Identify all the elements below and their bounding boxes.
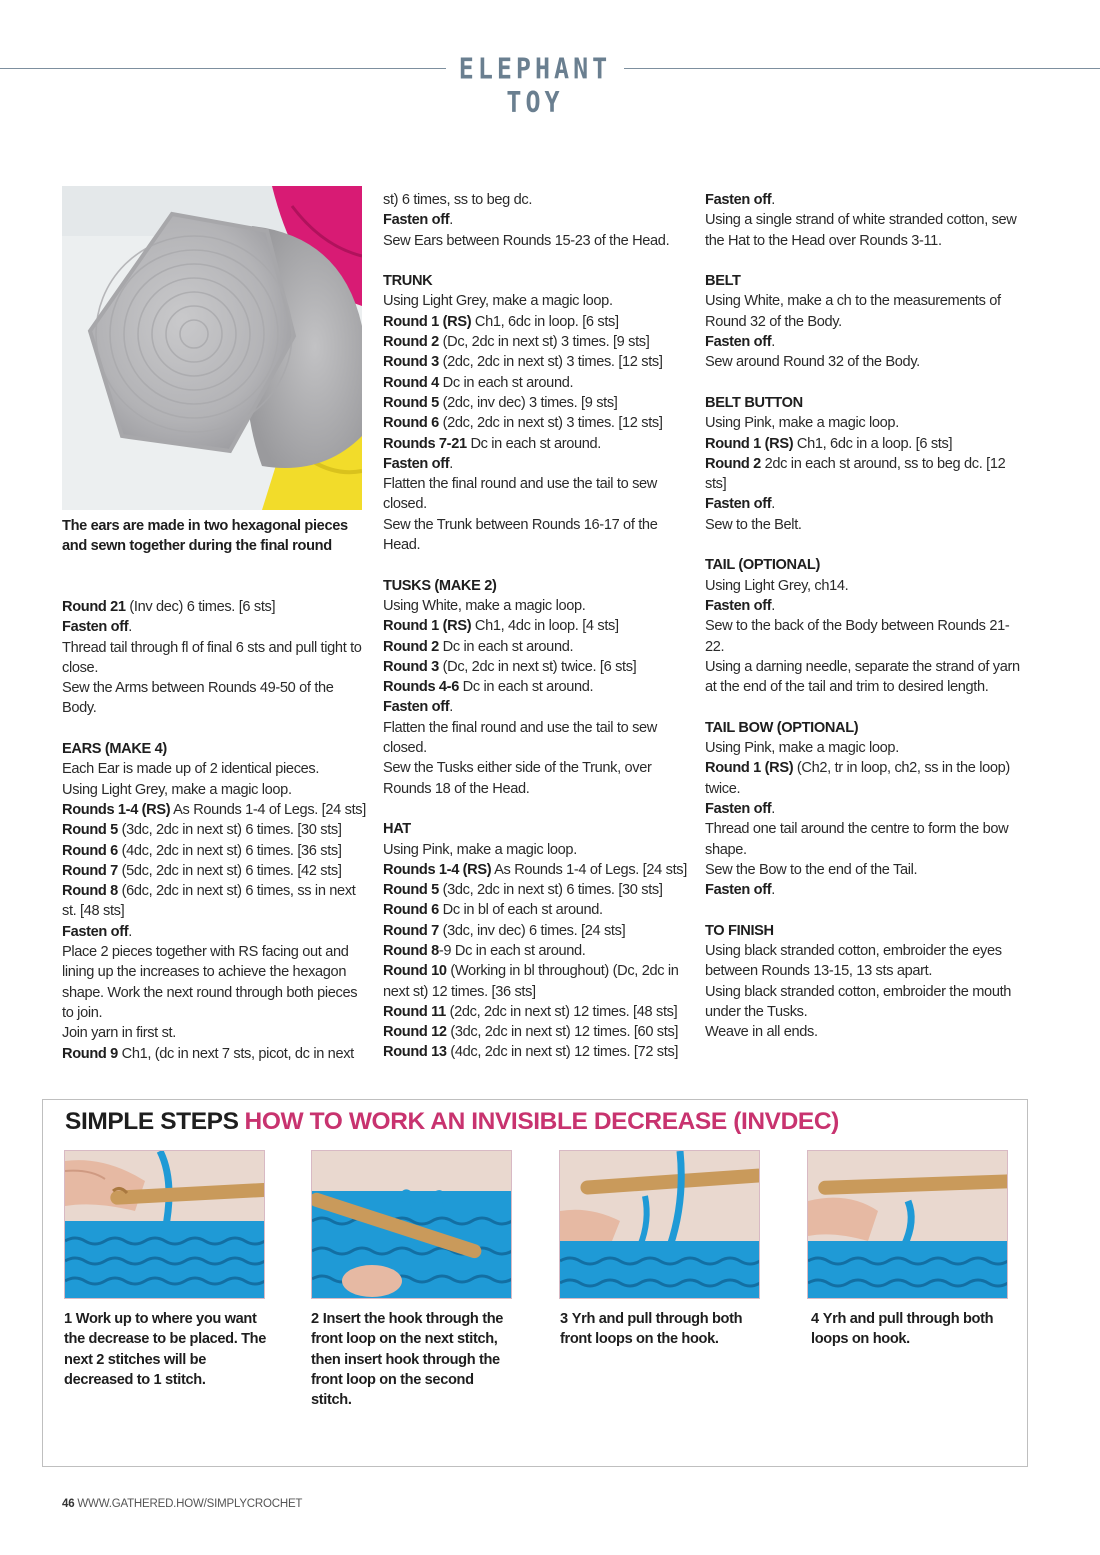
round-label: Round 5 xyxy=(62,822,118,839)
pattern-line xyxy=(383,637,688,657)
round-label: Round 4 xyxy=(383,374,439,391)
pattern-line xyxy=(705,758,1025,799)
instruction-text: Using black stranded cotton, embroider the mouth under the Tusks. xyxy=(705,983,1012,1020)
instruction-text: Sew to the Belt. xyxy=(705,516,802,533)
pattern-line xyxy=(705,616,1025,657)
paragraph-gap xyxy=(383,555,688,575)
pattern-line xyxy=(383,840,688,860)
round-label: Fasten off xyxy=(383,455,450,472)
round-label: Round 8 xyxy=(62,883,118,900)
pattern-line xyxy=(383,210,688,230)
column-1 xyxy=(62,597,367,1064)
pattern-line xyxy=(62,617,367,637)
footer-url[interactable]: WWW.GATHERED.HOW/SIMPLYCROCHET xyxy=(77,1498,303,1510)
pattern-line xyxy=(62,861,367,881)
instruction-text: Flatten the final round and use the tail to sew closed. xyxy=(383,719,657,757)
round-label: Round 21 xyxy=(62,599,126,615)
instruction-text: Sew to the back of the Body between Rounds 21-22. xyxy=(705,618,1010,655)
pattern-line xyxy=(705,332,1025,352)
column-2 xyxy=(383,190,688,1063)
pattern-line xyxy=(705,860,1025,880)
pattern-line xyxy=(62,597,367,617)
round-label: Round 6 xyxy=(383,415,439,432)
instruction-text: As Rounds 1-4 of Legs. [24 sts] xyxy=(491,861,687,878)
round-label: Fasten off xyxy=(705,882,772,899)
pattern-line xyxy=(383,231,688,251)
instruction-text: (3dc, inv dec) 6 times. [24 sts] xyxy=(438,922,626,939)
round-label: Round 10 xyxy=(383,963,447,980)
instruction-text: Using Pink, make a magic loop. xyxy=(705,740,899,757)
section-heading: TUSKS (MAKE 2) xyxy=(383,577,497,594)
paragraph-gap xyxy=(705,535,1025,555)
photo-caption: The ears are made in two hexagonal pieces and sewn together during the final round xyxy=(62,518,348,555)
instruction-text: (Ch2, tr in loop, ch2, ss in the loop) twice. xyxy=(705,760,1010,797)
instruction-text: . xyxy=(771,800,775,817)
page-footer xyxy=(62,1498,302,1510)
round-label: Fasten off xyxy=(705,496,772,513)
section-heading: TO FINISH xyxy=(705,922,774,939)
column-3 xyxy=(705,190,1025,1042)
instruction-text: (6dc, 2dc in next st) 6 times, ss in next st. [48 sts] xyxy=(62,883,356,920)
instruction-text: (2dc, 2dc in next st) 12 times. [48 sts] xyxy=(445,1003,678,1020)
round-label: Fasten off xyxy=(62,923,129,940)
instruction-text: (3dc, 2dc in next st) 6 times. [30 sts] xyxy=(438,882,663,899)
instruction-text: Ch1, 6dc in loop. [6 sts] xyxy=(471,313,619,330)
pattern-line xyxy=(705,799,1025,819)
instruction-text: Sew the Bow to the end of the Tail. xyxy=(705,861,918,878)
instruction-text: Sew the Arms between Rounds 49-50 of the Body. xyxy=(62,680,334,717)
pattern-line xyxy=(705,434,1025,454)
pattern-line xyxy=(62,820,367,840)
round-label: Round 2 xyxy=(383,334,439,351)
pattern-line xyxy=(705,738,1025,758)
pattern-line xyxy=(62,678,367,719)
pattern-line xyxy=(383,758,688,799)
pattern-line xyxy=(705,454,1025,495)
section-heading: TAIL (OPTIONAL) xyxy=(705,557,820,574)
pattern-line xyxy=(705,657,1025,698)
round-label: Round 5 xyxy=(383,394,439,411)
paragraph-gap xyxy=(705,900,1025,920)
instruction-text: 2dc in each st around, ss to beg dc. [12 sts] xyxy=(705,455,1006,493)
pattern-line xyxy=(383,961,688,1002)
pattern-line xyxy=(705,982,1025,1023)
header-rule-right xyxy=(624,68,1100,69)
step-1-photo xyxy=(64,1150,265,1299)
pattern-line xyxy=(705,210,1025,251)
instruction-text: (4dc, 2dc in next st) 6 times. [36 sts] xyxy=(117,842,342,859)
header-rule-left xyxy=(0,68,446,69)
instruction-text: . xyxy=(449,212,453,229)
round-label: Fasten off xyxy=(705,334,772,351)
instruction-text: Flatten the final round and use the tail to sew closed. xyxy=(383,476,657,513)
round-label: Fasten off xyxy=(705,192,772,208)
instruction-text: . xyxy=(771,334,775,351)
simple-steps-kicker: SIMPLE STEPS xyxy=(65,1108,239,1135)
instruction-text: Dc in each st around. xyxy=(458,679,594,696)
round-label: Fasten off xyxy=(383,212,450,229)
step-2-photo xyxy=(311,1150,512,1299)
instruction-text: Using White, make a ch to the measurements of Round 32 of the Body. xyxy=(705,293,1001,330)
pattern-line xyxy=(383,657,688,677)
pattern-line xyxy=(383,1042,688,1062)
pattern-line xyxy=(383,312,688,332)
paragraph-gap xyxy=(62,719,367,739)
instruction-text: (Dc, 2dc in next st) 3 times. [9 sts] xyxy=(438,334,650,351)
pattern-line xyxy=(705,291,1025,332)
instruction-text: Ch1, (dc in next 7 sts, picot, dc in next xyxy=(117,1045,354,1062)
step-3-text xyxy=(560,1309,765,1350)
paragraph-gap xyxy=(705,251,1025,271)
round-label: Fasten off xyxy=(62,619,129,636)
instruction-text: Sew around Round 32 of the Body. xyxy=(705,354,920,371)
pattern-line xyxy=(705,352,1025,372)
instruction-text: Sew the Trunk between Rounds 16-17 of the Head. xyxy=(383,516,658,554)
round-label: Round 1 (RS) xyxy=(705,435,794,452)
pattern-line xyxy=(62,800,367,820)
instruction-text: Each Ear is made up of 2 identical pieces. xyxy=(62,761,320,778)
section-heading: EARS (MAKE 4) xyxy=(62,741,167,758)
instruction-text: . xyxy=(449,699,453,716)
pattern-line xyxy=(383,921,688,941)
round-label: Round 2 xyxy=(383,638,439,655)
pattern-line xyxy=(62,881,367,922)
pattern-line xyxy=(62,759,367,779)
paragraph-gap xyxy=(383,251,688,271)
instruction-text: . xyxy=(771,496,775,513)
pattern-line xyxy=(62,1044,367,1064)
instruction-text: Sew the Tusks either side of the Trunk, over Rounds 18 of the Head. xyxy=(383,760,652,797)
pattern-line xyxy=(383,291,688,311)
pattern-line xyxy=(383,1002,688,1022)
instruction-text: Using Pink, make a magic loop. xyxy=(383,841,577,858)
pattern-line xyxy=(383,474,688,515)
instruction-text: Weave in all ends. xyxy=(705,1024,818,1041)
pattern-line xyxy=(383,718,688,759)
pattern-line xyxy=(62,922,367,942)
step-4-text xyxy=(811,1309,1016,1350)
instruction-text: (Inv dec) 6 times. [6 sts] xyxy=(125,599,276,615)
section-heading: TRUNK xyxy=(383,273,433,290)
pattern-line xyxy=(705,819,1025,860)
step-3-number: 3 xyxy=(560,1311,568,1327)
elephant-ear-photo xyxy=(62,186,362,510)
instruction-text: Using a single strand of white stranded cotton, sew the Hat to the Head over Rounds 3-11. xyxy=(705,212,1017,249)
instruction-text: Dc in each st around. xyxy=(438,374,574,391)
pattern-line xyxy=(705,941,1025,982)
pattern-line xyxy=(383,332,688,352)
pattern-line xyxy=(383,1022,688,1042)
round-label: Round 3 xyxy=(383,354,439,371)
pattern-line xyxy=(383,373,688,393)
pattern-line xyxy=(705,190,1025,210)
round-label: Round 11 xyxy=(383,1003,446,1020)
instruction-text: . xyxy=(771,882,775,899)
step-1-text xyxy=(64,1309,269,1390)
pattern-line xyxy=(383,880,688,900)
instruction-text: Using a darning needle, separate the strand of yarn at the end of the tail and trim to desired length. xyxy=(705,658,1020,696)
pattern-line xyxy=(62,1023,367,1043)
instruction-text: -9 Dc in each st around. xyxy=(438,942,586,959)
instruction-text: Dc in each st around. xyxy=(438,638,574,655)
instruction-text: Dc in each st around. xyxy=(466,435,601,452)
pattern-line xyxy=(705,494,1025,514)
instruction-text: Using White, make a magic loop. xyxy=(383,597,586,614)
round-label: Round 2 xyxy=(705,455,761,472)
instruction-text: Using Light Grey, make a magic loop. xyxy=(383,293,613,310)
instruction-text: . xyxy=(128,923,132,940)
step-3-photo xyxy=(559,1150,760,1299)
round-label: Rounds 4-6 xyxy=(383,679,459,696)
pattern-line xyxy=(705,515,1025,535)
round-label: Round 1 (RS) xyxy=(383,313,472,330)
round-label: Rounds 1-4 (RS) xyxy=(383,861,492,878)
paragraph-gap xyxy=(705,697,1025,717)
pattern-line xyxy=(383,900,688,920)
step-1-number: 1 xyxy=(64,1311,72,1327)
pattern-line xyxy=(383,616,688,636)
instruction-text: Dc in bl of each st around. xyxy=(438,902,603,919)
pattern-line xyxy=(383,352,688,372)
instruction-text: (5dc, 2dc in next st) 6 times. [42 sts] xyxy=(117,862,342,879)
pattern-line xyxy=(383,190,688,210)
pattern-line xyxy=(705,596,1025,616)
instruction-text: st) 6 times, ss to beg dc. xyxy=(383,192,533,208)
pattern-line xyxy=(62,780,367,800)
paragraph-gap xyxy=(383,799,688,819)
step-2-number: 2 xyxy=(311,1311,319,1327)
pattern-line xyxy=(383,393,688,413)
section-heading: BELT BUTTON xyxy=(705,394,803,411)
simple-steps-headline: HOW TO WORK AN INVISIBLE DECREASE (INVDEC) xyxy=(244,1108,839,1135)
section-heading: BELT xyxy=(705,273,741,290)
pattern-line xyxy=(383,941,688,961)
round-label: Round 13 xyxy=(383,1044,447,1061)
step-2-text xyxy=(311,1309,516,1410)
pattern-line xyxy=(705,413,1025,433)
round-label: Fasten off xyxy=(705,800,772,817)
pattern-line xyxy=(383,454,688,474)
pattern-line xyxy=(383,596,688,616)
paragraph-gap xyxy=(705,373,1025,393)
round-label: Round 6 xyxy=(383,902,439,919)
round-label: Rounds 7-21 xyxy=(383,435,467,452)
pattern-line xyxy=(383,413,688,433)
pattern-line xyxy=(383,860,688,880)
instruction-text: Thread one tail around the centre to form the bow shape. xyxy=(705,821,1009,858)
round-label: Round 7 xyxy=(383,922,439,939)
instruction-text: Using Light Grey, make a magic loop. xyxy=(62,781,292,798)
instruction-text: Ch1, 6dc in a loop. [6 sts] xyxy=(793,435,953,452)
round-label: Fasten off xyxy=(705,597,772,614)
step-4-number: 4 xyxy=(811,1311,819,1327)
instruction-text: (3dc, 2dc in next st) 6 times. [30 sts] xyxy=(117,822,342,839)
pattern-line xyxy=(62,638,367,679)
section-heading: HAT xyxy=(383,821,411,838)
page-title: ELEPHANT TOY xyxy=(458,52,612,119)
pattern-line xyxy=(62,841,367,861)
instruction-text: As Rounds 1-4 of Legs. [24 sts] xyxy=(170,801,366,818)
page-number: 46 xyxy=(62,1498,75,1510)
pattern-line xyxy=(383,515,688,556)
round-label: Round 3 xyxy=(383,658,439,675)
step-1-description: Work up to where you want the decrease to be placed. The next 2 stitches will be decreased to 1 stitch. xyxy=(64,1311,266,1388)
pattern-line xyxy=(705,576,1025,596)
instruction-text: (2dc, 2dc in next st) 3 times. [12 sts] xyxy=(438,354,663,371)
instruction-text: Join yarn in first st. xyxy=(62,1025,176,1042)
simple-steps-title xyxy=(65,1108,839,1136)
pattern-line xyxy=(383,434,688,454)
instruction-text: (3dc, 2dc in next st) 12 times. [60 sts] xyxy=(446,1024,679,1041)
round-label: Rounds 1-4 (RS) xyxy=(62,801,171,818)
round-label: Round 1 (RS) xyxy=(705,760,794,777)
instruction-text: Using black stranded cotton, embroider the eyes between Rounds 13-15, 13 sts apart. xyxy=(705,942,1002,980)
pattern-line xyxy=(62,942,367,1023)
step-4-description: Yrh and pull through both loops on hook. xyxy=(811,1311,994,1348)
instruction-text: (Dc, 2dc in next st) twice. [6 sts] xyxy=(438,658,637,675)
round-label: Fasten off xyxy=(383,699,450,716)
pattern-line xyxy=(383,697,688,717)
instruction-text: . xyxy=(771,192,775,208)
step-2-description: Insert the hook through the front loop on the next stitch, then insert hook through the front loop on the second stitch. xyxy=(311,1311,504,1409)
instruction-text: (2dc, 2dc in next st) 3 times. [12 sts] xyxy=(438,415,663,432)
step-3-description: Yrh and pull through both front loops on the hook. xyxy=(560,1311,743,1348)
instruction-text: Ch1, 4dc in loop. [4 sts] xyxy=(471,618,619,635)
round-label: Round 6 xyxy=(62,842,118,859)
instruction-text: Using Pink, make a magic loop. xyxy=(705,415,899,432)
instruction-text: Place 2 pieces together with RS facing out and lining up the increases to achieve the hexagon shape. Work the next round through both pieces to join. xyxy=(62,944,358,1021)
round-label: Round 7 xyxy=(62,862,118,879)
pattern-line xyxy=(705,1022,1025,1042)
round-label: Round 5 xyxy=(383,882,439,899)
round-label: Round 1 (RS) xyxy=(383,618,472,635)
instruction-text: (4dc, 2dc in next st) 12 times. [72 sts] xyxy=(446,1044,679,1061)
instruction-text: . xyxy=(128,619,132,636)
instruction-text: . xyxy=(449,455,453,472)
pattern-line xyxy=(705,880,1025,900)
step-4-photo xyxy=(807,1150,1008,1299)
section-heading: TAIL BOW (OPTIONAL) xyxy=(705,719,859,736)
instruction-text: (2dc, inv dec) 3 times. [9 sts] xyxy=(438,394,618,411)
instruction-text: . xyxy=(771,597,775,614)
instruction-text: (Working in bl throughout) (Dc, 2dc in next st) 12 times. [36 sts] xyxy=(383,963,679,1000)
instruction-text: Using Light Grey, ch14. xyxy=(705,577,849,594)
pattern-line xyxy=(383,677,688,697)
round-label: Round 12 xyxy=(383,1024,447,1041)
round-label: Round 9 xyxy=(62,1045,118,1062)
instruction-text: Thread tail through fl of final 6 sts and pull tight to close. xyxy=(62,639,362,676)
round-label: Round 8 xyxy=(383,942,439,959)
instruction-text: Sew Ears between Rounds 15-23 of the Head. xyxy=(383,232,670,249)
